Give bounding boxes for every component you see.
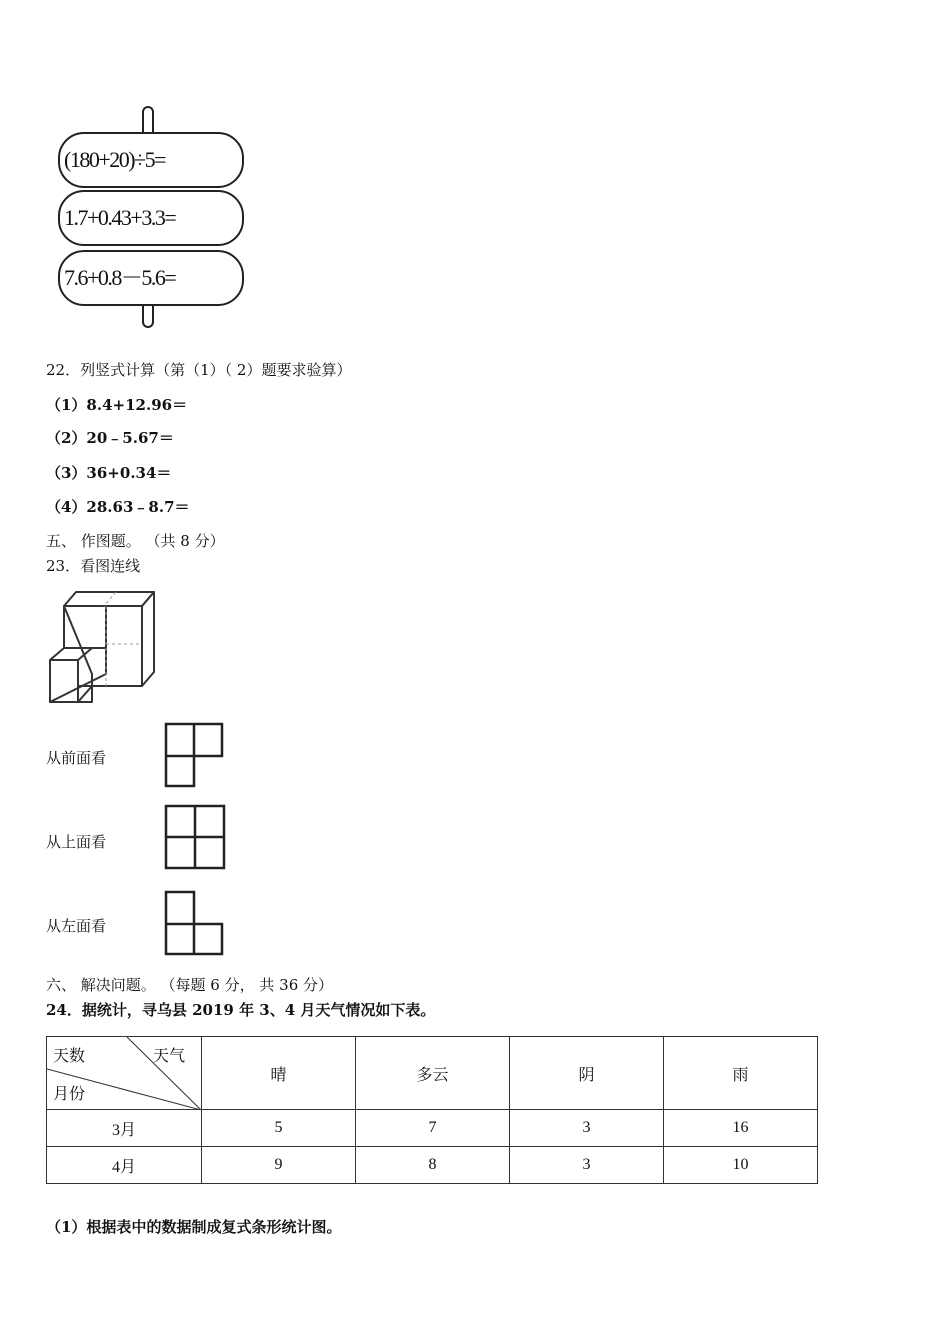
calc-card-3 (58, 250, 244, 306)
view-label-left: 从左面看 (46, 917, 107, 935)
question-22-item-1: （1）8.4+12.96＝ (46, 396, 188, 414)
corner-label-days: 天数 (53, 1046, 86, 1065)
table-cell: 8 (356, 1147, 510, 1184)
weather-table (46, 1036, 818, 1184)
calc-expression: 7.6+0.8－5.6= (64, 265, 176, 290)
table-cell: 16 (664, 1110, 818, 1147)
calc-expression: 1.7+0.43+3.3= (64, 205, 176, 230)
row-label: 3月 (47, 1110, 202, 1147)
view-label-front: 从前面看 (46, 749, 107, 767)
table-row (47, 1110, 818, 1147)
view-label-top: 从上面看 (46, 833, 107, 851)
table-cell: 3 (510, 1110, 664, 1147)
table-cell: 10 (664, 1147, 818, 1184)
table-cell: 7 (356, 1110, 510, 1147)
column-header-rain: 雨 (664, 1037, 818, 1110)
question-22-item-3: （3）36+0.34＝ (46, 464, 172, 482)
table-cell: 5 (202, 1110, 356, 1147)
calc-card-2 (58, 190, 244, 246)
table-corner-cell (47, 1037, 202, 1110)
block-figure (44, 588, 160, 706)
column-header-overcast: 阴 (510, 1037, 664, 1110)
corner-label-weather: 天气 (153, 1046, 186, 1065)
question-23-title: 23．看图连线 (46, 557, 141, 575)
section-5-heading: 五、 作图题。 （共 8 分） (46, 532, 225, 550)
question-22-title: 22．列竖式计算（第（1）（ 2）题要求验算） (46, 361, 352, 379)
top-view-figure[interactable] (164, 804, 228, 872)
section-6-heading: 六、 解决问题。 （每题 6 分， 共 36 分） (46, 976, 334, 994)
corner-label-month: 月份 (53, 1084, 86, 1103)
skewer-bottom (142, 304, 154, 328)
row-label: 4月 (47, 1147, 202, 1184)
table-cell: 3 (510, 1147, 664, 1184)
question-22-item-4: （4）28.63﹣8.7＝ (46, 498, 190, 516)
column-header-cloudy: 多云 (356, 1037, 510, 1110)
front-view-figure[interactable] (164, 722, 226, 788)
table-cell: 9 (202, 1147, 356, 1184)
calc-card-1 (58, 132, 244, 188)
calc-expression: (180+20)÷5= (64, 147, 166, 172)
table-row (47, 1147, 818, 1184)
question-22-item-2: （2）20﹣5.67＝ (46, 429, 174, 447)
question-24-subquestion-1: （1）根据表中的数据制成复式条形统计图。 (46, 1218, 342, 1236)
left-view-figure[interactable] (164, 890, 226, 956)
column-header-sunny: 晴 (202, 1037, 356, 1110)
question-24-title: 24．据统计，寻乌县 2019 年 3、4 月天气情况如下表。 (46, 1001, 436, 1019)
